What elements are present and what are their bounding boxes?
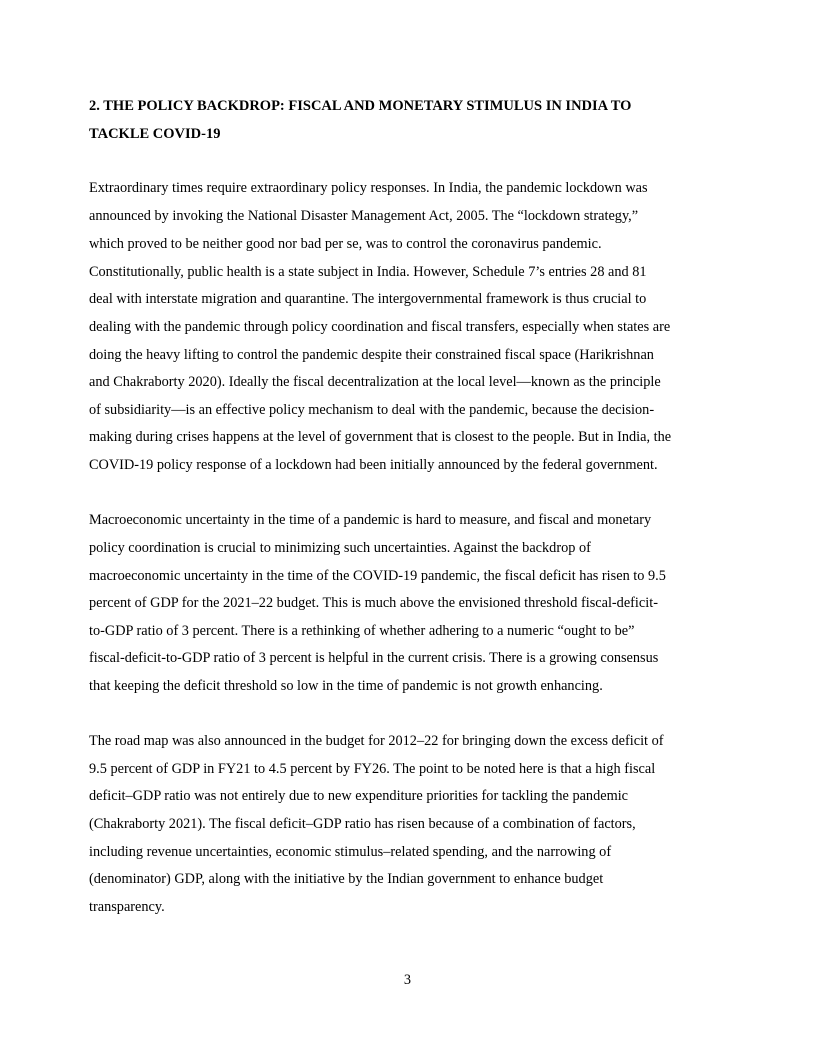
- section-heading-line-1: 2. THE POLICY BACKDROP: FISCAL AND MONETARY STIMULUS IN INDIA TO: [89, 98, 632, 114]
- paragraph-line: to-GDP ratio of 3 percent. There is a rethinking of whether adhering to a numeric “ought to be”: [89, 623, 635, 639]
- paragraph-line: macroeconomic uncertainty in the time of the COVID-19 pandemic, the fiscal deficit has risen to 9.5: [89, 568, 666, 584]
- page-number: 3: [403, 972, 412, 988]
- paragraph-line: percent of GDP for the 2021–22 budget. This is much above the envisioned threshold fiscal-deficit-: [89, 595, 658, 611]
- paragraph-line: Extraordinary times require extraordinary policy responses. In India, the pandemic lockdown was: [89, 180, 648, 196]
- paragraph-line: fiscal-deficit-to-GDP ratio of 3 percent is helpful in the current crisis. There is a growing consensus: [89, 650, 659, 666]
- paragraph-line: 9.5 percent of GDP in FY21 to 4.5 percent by FY26. The point to be noted here is that a high fiscal: [89, 761, 656, 777]
- paragraph-line: (Chakraborty 2021). The fiscal deficit–GDP ratio has risen because of a combination of factors,: [89, 816, 636, 832]
- paragraph-line: and Chakraborty 2020). Ideally the fiscal decentralization at the local level—known as the principle: [89, 374, 661, 390]
- paragraph-line: deal with interstate migration and quarantine. The intergovernmental framework is thus crucial to: [89, 291, 647, 307]
- paragraph-line: (denominator) GDP, along with the initiative by the Indian government to enhance budget: [89, 871, 604, 887]
- paragraph-line: dealing with the pandemic through policy coordination and fiscal transfers, especially when states are: [89, 319, 671, 335]
- paragraph-line: transparency.: [89, 899, 165, 915]
- paragraph-line: of subsidiarity—is an effective policy mechanism to deal with the pandemic, because the decision-: [89, 402, 655, 418]
- paragraph-line: announced by invoking the National Disaster Management Act, 2005. The “lockdown strategy,”: [89, 208, 639, 224]
- paragraph-line: policy coordination is crucial to minimizing such uncertainties. Against the backdrop of: [89, 540, 591, 556]
- paragraph-line: that keeping the deficit threshold so low in the time of pandemic is not growth enhancing.: [89, 678, 603, 694]
- paragraph-line: deficit–GDP ratio was not entirely due to new expenditure priorities for tackling the pandemic: [89, 788, 629, 804]
- paragraph-line: Macroeconomic uncertainty in the time of a pandemic is hard to measure, and fiscal and monetary: [89, 512, 652, 528]
- section-heading: [89, 92, 729, 148]
- paragraph-line: COVID-19 policy response of a lockdown had been initially announced by the federal government.: [89, 457, 658, 473]
- paragraph-line: making during crises happens at the level of government that is closest to the people. But in India, the: [89, 429, 672, 445]
- paragraph-line: including revenue uncertainties, economic stimulus–related spending, and the narrowing of: [89, 844, 612, 860]
- paragraph-line: doing the heavy lifting to control the pandemic despite their constrained fiscal space (Harikrishnan: [89, 347, 654, 363]
- paragraph-line: which proved to be neither good nor bad per se, was to control the coronavirus pandemic.: [89, 236, 602, 252]
- paragraph-line: The road map was also announced in the budget for 2012–22 for bringing down the excess deficit of: [89, 733, 664, 749]
- paragraph-line: Constitutionally, public health is a state subject in India. However, Schedule 7’s entries 28 and 81: [89, 264, 647, 280]
- section-heading-line-2: TACKLE COVID-19: [89, 126, 221, 142]
